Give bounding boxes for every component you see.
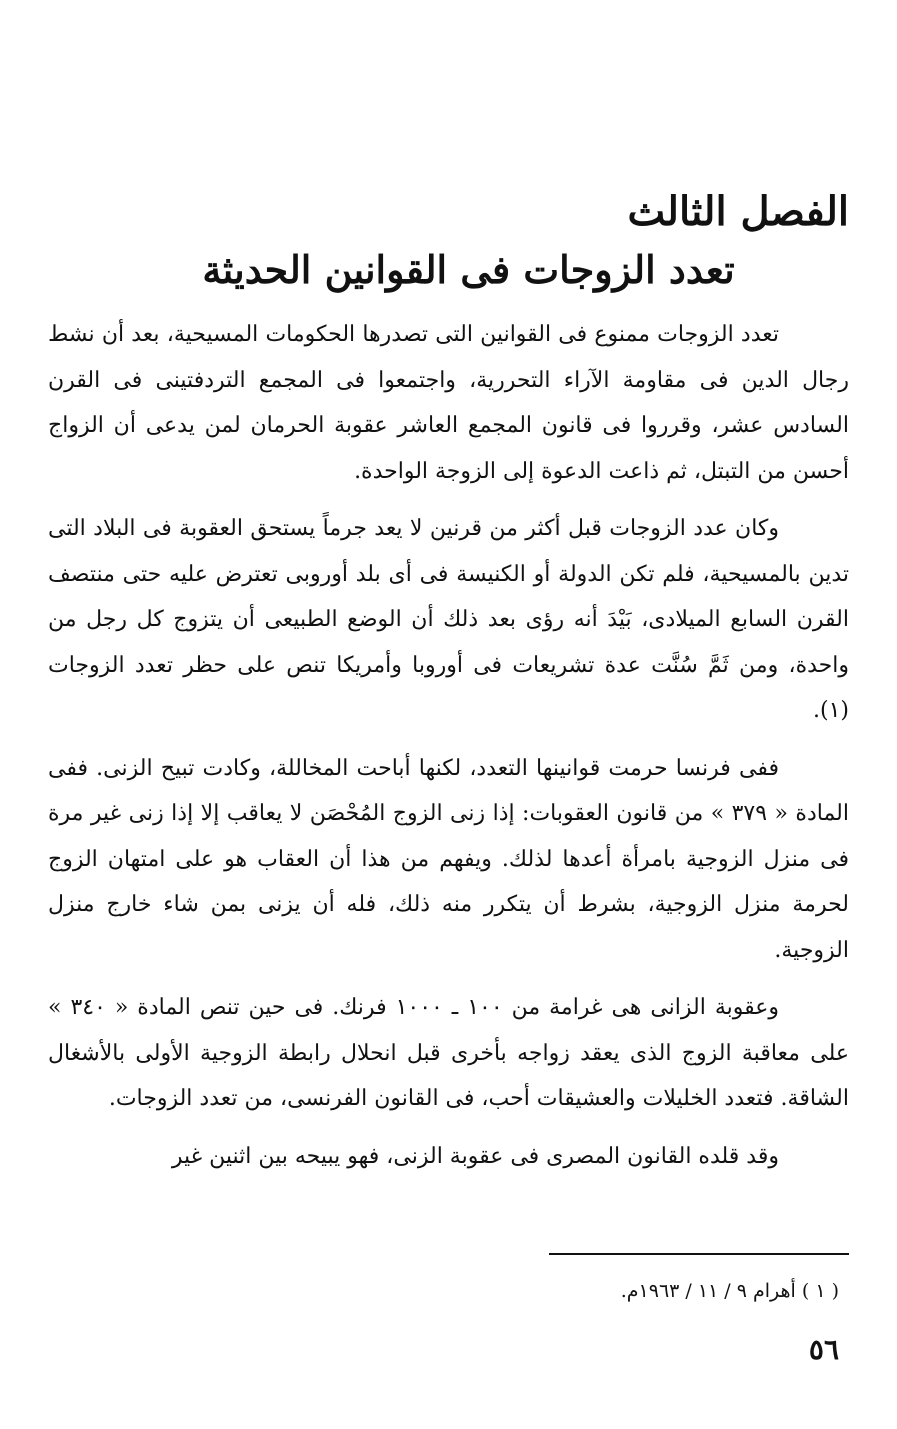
body-text [48, 312, 849, 1179]
paragraph: وقد قلده القانون المصرى فى عقوبة الزنى، فهو يبيحه بين اثنين غير [171, 1143, 779, 1169]
chapter-heading: الفصل الثالث [627, 188, 849, 235]
paragraph: تعدد الزوجات ممنوع فى القوانين التى تصدرها الحكومات المسيحية، بعد أن نشط رجال الدين فى مقاومة الآراء التحررية، واجتمعوا فى المجمع التردفتينى فى القرن السادس عشر، وقرروا فى قانون المجمع العاشر عقوبة الحرمان لمن يدعى أن الزواج أحسن من التبتل، ثم ذاعت الدعوة إلى الزوجة الواحدة. [48, 322, 849, 484]
paragraph: وعقوبة الزانى هى غرامة من ١٠٠ ـ ١٠٠٠ فرنك. فى حين تنص المادة « ٣٤٠ » على معاقبة الزوج الذى يعقد زواجه بأخرى قبل انحلال رابطة الزوجية الأولى بالأشغال الشاقة. فتعدد الخليلات والعشيقات أحب، فى القانون الفرنسى، من تعدد الزوجات. [48, 995, 849, 1111]
footnote: ( ١ ) أهرام ٩ / ١١ / ١٩٦٣م. [620, 1280, 839, 1302]
chapter-title: تعدد الزوجات فى القوانين الحديثة [202, 247, 735, 292]
paragraph: وكان عدد الزوجات قبل أكثر من قرنين لا يعد جرماً يستحق العقوبة فى البلاد التى تدين بالمسيحية، فلم تكن الدولة أو الكنيسة فى أى بلد أوروبى تعترض عليه حتى منتصف القرن السابع الميلادى، بَيْدَ أنه رؤى بعد ذلك أن الوضع الطبيعى أن يتزوج كل رجل من واحدة، ومن ثَمَّ سُنَّت عدة تشريعات فى أوروبا وأمريكا تنص على حظر تعدد الزوجات (١). [48, 516, 849, 723]
page-number: ٥٦ [808, 1333, 839, 1366]
footnote-divider [549, 1253, 849, 1255]
paragraph: ففى فرنسا حرمت قوانينها التعدد، لكنها أباحت المخاللة، وكادت تبيح الزنى. ففى المادة « ٣٧٩ » من قانون العقوبات: إذا زنى الزوج المُحْصَن لا يعاقب إلا إذا زنى غير مرة فى منزل الزوجية بامرأة أعدها لذلك. ويفهم من هذا أن العقاب هو على امتهان الزوج لحرمة منزل الزوجية، بشرط أن يتكرر منه ذلك، فله أن يزنى بمن شاء خارج منزل الزوجية. [48, 755, 849, 963]
